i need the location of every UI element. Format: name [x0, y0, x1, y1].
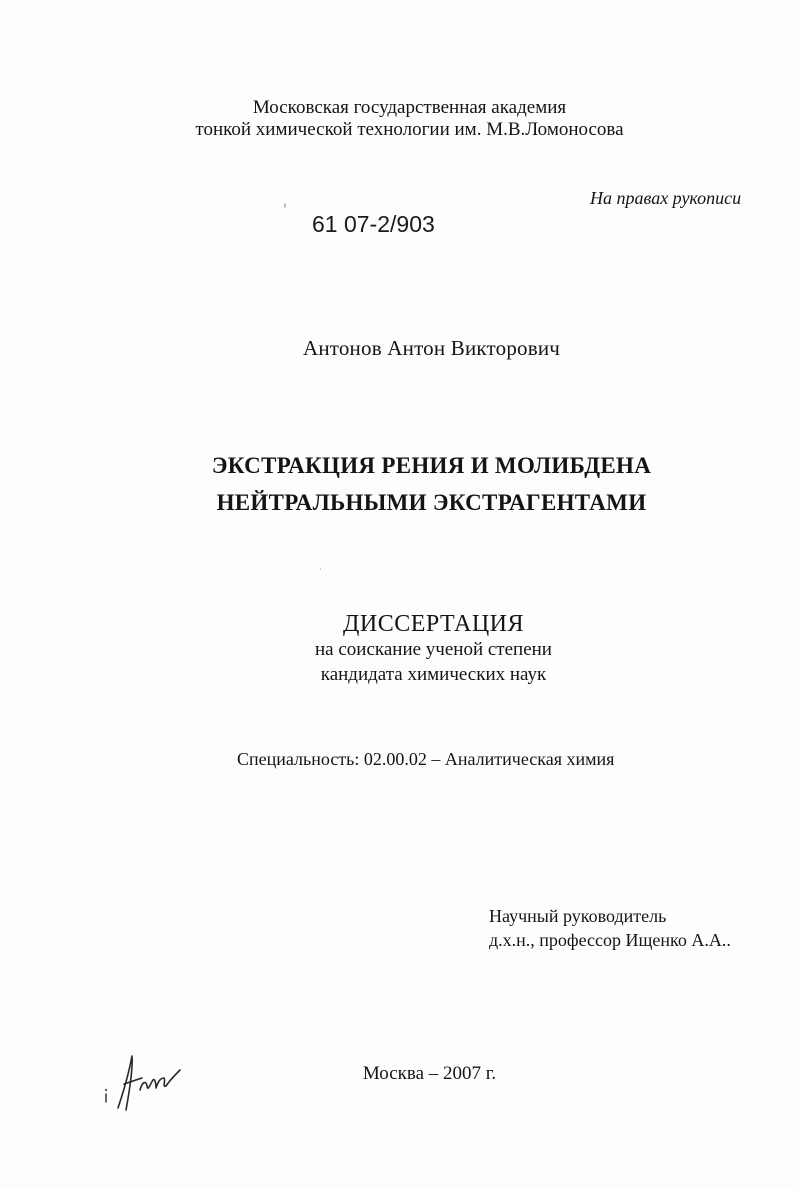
thesis-title-line-2: НЕЙТРАЛЬНЫМИ ЭКСТРАГЕНТАМИ	[216, 490, 647, 515]
institution-line-1: Московская государственная академия	[252, 97, 567, 118]
degree-purpose-line-2: кандидата химических наук	[320, 664, 547, 685]
specialty-line: Специальность: 02.00.02 – Аналитическая химия	[237, 749, 615, 769]
rights-note: На правах рукописи	[590, 188, 742, 208]
thesis-title-line-1: ЭКСТРАКЦИЯ РЕНИЯ И МОЛИБДЕНА	[211, 453, 652, 478]
document-type: ДИССЕРТАЦИЯ	[343, 611, 524, 637]
city-year: Москва – 2007 г.	[362, 1063, 497, 1084]
institution-line-2: тонкой химической технологии им. М.В.Ломоносова	[195, 119, 624, 140]
archive-stamp: 61 07-2/903	[312, 211, 435, 237]
supervisor-role: Научный руководитель	[489, 906, 667, 926]
supervisor-name: д.х.н., профессор Ищенко А.А..	[489, 930, 731, 950]
scan-speck	[284, 203, 286, 208]
degree-purpose-line-1: на соискание ученой степени	[315, 639, 552, 660]
signature-image	[100, 1038, 190, 1128]
scan-speck	[320, 568, 321, 570]
author-name: Антонов Антон Викторович	[302, 336, 561, 360]
